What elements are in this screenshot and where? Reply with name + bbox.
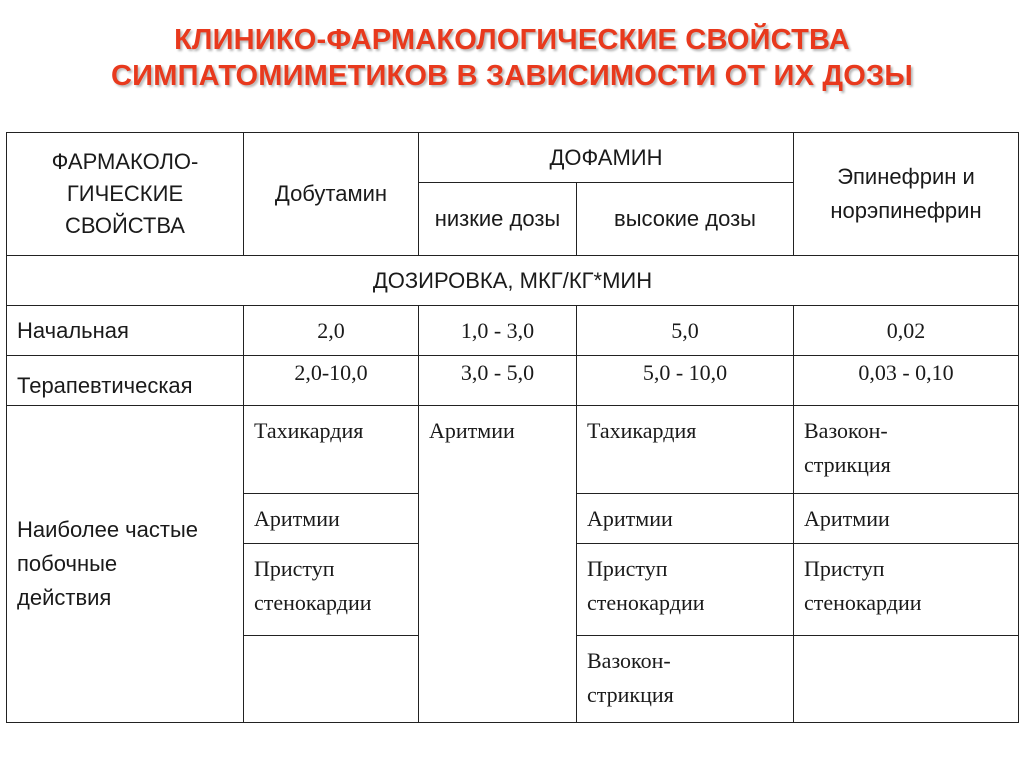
table-row [7,306,1019,356]
cell-effect: Вазокон- стрикция [577,636,794,723]
title-line-2: СИМПАТОМИМЕТИКОВ В ЗАВИСИМОСТИ ОТ ИХ ДОЗЫ [111,60,913,92]
row-label-side-effects: Наиболее частые побочные действия [7,406,244,723]
header-high-doses: высокие дозы [577,183,794,256]
page-title [0,22,1024,94]
cell-effect: Аритмии [244,494,419,544]
cell-effect: Аритмии [794,494,1019,544]
table-row [7,356,1019,406]
cell-empty [794,636,1019,723]
title-line-1: КЛИНИКО-ФАРМАКОЛОГИЧЕСКИЕ СВОЙСТВА [174,24,850,56]
cell-value: 1,0 - 3,0 [419,306,577,356]
cell-value: 5,0 - 10,0 [577,356,794,406]
cell-value: 2,0-10,0 [244,356,419,406]
row-label-therapeutic: Терапевтическая [7,356,244,406]
header-dopamine: ДОФАМИН [419,133,794,183]
dosage-header: ДОЗИРОВКА, МКГ/КГ*МИН [7,256,1019,306]
table-row [7,406,1019,494]
cell-value: 0,03 - 0,10 [794,356,1019,406]
cell-effect: Тахикардия [577,406,794,494]
row-label-initial: Начальная [7,306,244,356]
cell-value: 2,0 [244,306,419,356]
cell-effect: Вазокон- стрикция [794,406,1019,494]
cell-effect: Приступ стенокардии [794,544,1019,636]
header-low-doses: низкие дозы [419,183,577,256]
cell-value: 0,02 [794,306,1019,356]
cell-value: 5,0 [577,306,794,356]
cell-effect: Тахикардия [244,406,419,494]
cell-value: 3,0 - 5,0 [419,356,577,406]
cell-effect: Аритмии [577,494,794,544]
header-epinephrine: Эпинефрин и норэпинефрин [794,133,1019,256]
cell-effect: Приступ стенокардии [244,544,419,636]
header-properties: ФАРМАКОЛО- ГИЧЕСКИЕ СВОЙСТВА [7,133,244,256]
cell-effect: Аритмии [419,406,577,723]
cell-empty [244,636,419,723]
cell-effect: Приступ стенокардии [577,544,794,636]
header-dobutamine: Добутамин [244,133,419,256]
pharmacology-table [6,132,1019,723]
